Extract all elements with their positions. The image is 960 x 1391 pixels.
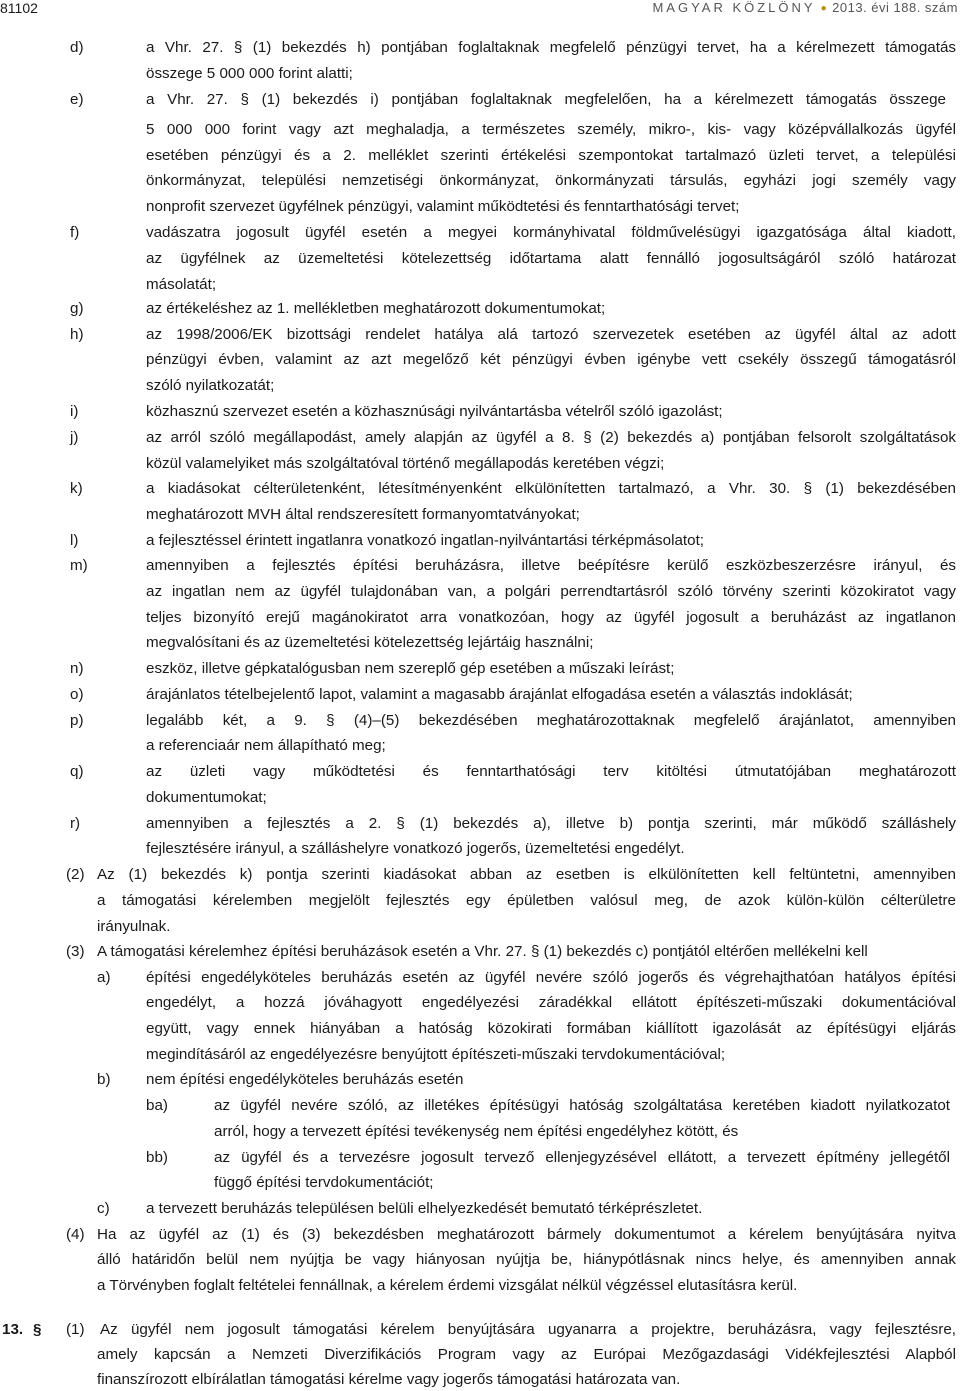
item-label-g: g) — [70, 300, 84, 317]
item-d-line: összege 5 000 000 forint alatti; — [146, 65, 353, 82]
item-f-line: másolatát; — [146, 276, 217, 293]
item-label-n: n) — [70, 660, 84, 677]
item-label-d: d) — [70, 39, 84, 56]
item-label-j: j) — [70, 429, 79, 446]
paragraph-3-item-label-a: a) — [97, 969, 111, 986]
item-h-line: szóló nyilatkozatát; — [146, 377, 275, 394]
paragraph-3-item-label-ba: ba) — [146, 1097, 168, 1114]
item-label-r: r) — [70, 815, 81, 832]
page-header — [0, 0, 960, 22]
item-e-line: a Vhr. 27. § (1) bekezdés i) pontjában foglaltaknak megfelelően, ha a kérelmezett támogatás összege — [146, 91, 946, 108]
paragraph-3-bb-line: függő építési tervdokumentációt; — [214, 1174, 434, 1191]
item-label-m: m) — [70, 557, 88, 574]
section-sign: § — [33, 1321, 42, 1338]
paragraph-4-line: álló határidőn belül nem nyújtja be vagy hiányosan nyújtja be, hiánypótlásnak nincs helye, és amennyiben annak — [97, 1251, 956, 1268]
item-l-line: a fejlesztéssel érintett ingatlanra vonatkozó ingatlan-nyilvántartási térképmásolatot; — [146, 532, 705, 549]
item-m-line: amennyiben a fejlesztés építési beruházásra, illetve beépítésre kerülő eszközbeszerzésre irányul, és — [146, 557, 956, 574]
item-label-o: o) — [70, 686, 84, 703]
section-13-paragraph-label: (1) — [66, 1321, 85, 1338]
item-h-line: pénzügyi évben, valamint az azt megelőző két pénzügyi évben igénybe vett csekély összegű támogatásról — [146, 351, 956, 368]
paragraph-3-b-line: nem építési engedélyköteles beruházás esetén — [146, 1071, 464, 1088]
separator-dot-icon: ● — [820, 3, 828, 14]
paragraph-2-line: a támogatási kérelemben megjelölt fejlesztés egy épületben valósul meg, de azok külön-külön célterületre — [97, 892, 956, 909]
paragraph-3-item-label-bb: bb) — [146, 1149, 168, 1166]
paragraph-3-bb-line: az ügyfél és a tervezésre jogosult tervező ellenjegyzésével ellátott, a tervezett építmény jellegétől — [214, 1149, 950, 1166]
item-label-i: i) — [70, 403, 79, 420]
paragraph-2-label: (2) — [66, 866, 85, 883]
item-h-line: az 1998/2006/EK bizottsági rendelet hatálya alá tartozó szervezetek esetében az ügyfél által az adott — [146, 326, 956, 343]
section-13-line: Az ügyfél nem jogosult támogatási kérelem benyújtására ugyanarra a projektre, beruházásra, vagy fejlesztésre, — [100, 1321, 956, 1338]
item-m-line: az ingatlan nem az ügyfél tulajdonában van, a polgári perrendtartásról szóló törvény szerinti közokiratot vagy — [146, 583, 956, 600]
item-p-line: legalább két, a 9. § (4)–(5) bekezdésében meghatározottaknak megfelelő árajánlatot, amennyiben — [146, 712, 956, 729]
paragraph-3-ba-line: az ügyfél nevére szóló, az illetékes építésügyi hatóság szolgáltatása keretében kiadott nyilatkozatot — [214, 1097, 950, 1114]
item-q-line: dokumentumokat; — [146, 789, 267, 806]
section-number: 13. — [2, 1321, 24, 1338]
item-r-line: amennyiben a fejlesztés a 2. § (1) bekezdés a), illetve b) pontja szerinti, már működő szálláshely — [146, 815, 956, 832]
item-j-line: az arról szóló megállapodást, amely alapján az ügyfél a 8. § (2) bekezdés a) pontjában felsorolt szolgáltatások — [146, 429, 956, 446]
paragraph-3-item-label-c: c) — [97, 1200, 110, 1217]
paragraph-3-c-line: a tervezett beruházás településen belüli elhelyezkedését bemutató térképrészletet. — [146, 1200, 703, 1217]
item-e-line: önkormányzat, települési nemzetiségi önkormányzat, önkormányzati társulás, egyházi jogi személy vagy — [146, 172, 956, 189]
item-e-line: 5 000 000 forint vagy azt meghaladja, a természetes személy, mikro-, kis- vagy középvállalkozás ügyfél — [146, 121, 956, 138]
item-q-line: az üzleti vagy működtetési és fenntarthatósági terv kitöltési útmutatójában meghatározott — [146, 763, 956, 780]
item-label-l: l) — [70, 532, 79, 549]
paragraph-4-line: Ha az ügyfél az (1) és (3) bekezdésben meghatározott bármely dokumentumot a kérelem benyújtására nyitva — [97, 1226, 956, 1243]
item-f-line: vadászatra jogosult ügyfél esetén a megyei kormányhivatal földművelésügyi igazgatósága által kiadott, — [146, 224, 956, 241]
item-g-line: az értékeléshez az 1. mellékletben meghatározott dokumentumokat; — [146, 300, 606, 317]
item-j-line: közül valamelyiket más szolgáltatóval történő megállapodás keretében végzi; — [146, 455, 665, 472]
paragraph-2-line: irányulnak. — [97, 918, 171, 935]
item-m-line: megvalósítani és az üzemeltetési kötelezettség lejártáig használni; — [146, 634, 594, 651]
paragraph-4-label: (4) — [66, 1226, 85, 1243]
paragraph-3-a-line: engedélyt, a hozzá jóváhagyott engedélyezési záradékkal ellátott építészeti-műszaki dokumentációval — [146, 994, 956, 1011]
item-f-line: az ügyfélnek az üzemeltetési kötelezettség időtartama alatt fennálló jogosultságáról szóló határozat — [146, 250, 956, 267]
paragraph-3-label: (3) — [66, 943, 85, 960]
section-13-line: finanszírozott elbírálatlan támogatási kérelme vagy jogerős támogatási határozata van. — [97, 1371, 681, 1388]
running-title — [652, 0, 958, 15]
paragraph-3-item-label-b: b) — [97, 1071, 111, 1088]
item-n-line: eszköz, illetve gépkatalógusban nem szereplő gép esetében a műszaki leírást; — [146, 660, 675, 677]
item-i-line: közhasznú szervezet esetén a közhasznúsági nyilvántartásba vételről szóló igazolást; — [146, 403, 723, 420]
section-13-line: amely kapcsán a Nemzeti Diverzifikációs Program vagy az Európai Mezőgazdasági Vidékfejlesztési Alapból — [97, 1346, 956, 1363]
item-label-e: e) — [70, 91, 84, 108]
paragraph-4-line: a Törvényben foglalt feltételei fennállnak, a kérelem érdemi vizsgálat nélkül végzéssel elutasításra kerül. — [97, 1277, 798, 1294]
item-k-line: meghatározott MVH által rendszeresített formanyomtatványokat; — [146, 506, 580, 523]
issue-number: 2013. évi 188. szám — [832, 0, 958, 15]
item-o-line: árajánlatos tételbejelentő lapot, valamint a magasabb árajánlat elfogadása esetén a választás indoklását; — [146, 686, 853, 703]
item-label-q: q) — [70, 763, 84, 780]
page-number: 81102 — [0, 0, 38, 16]
paragraph-3-line: A támogatási kérelemhez építési beruházások esetén a Vhr. 27. § (1) bekezdés c) pontjától eltérően mellékelni kell — [97, 943, 868, 960]
item-k-line: a kiadásokat célterületenként, létesítményenként elkülönítetten tartalmazó, a Vhr. 30. § (1) bekezdésében — [146, 480, 956, 497]
item-e-line: esetében pénzügyi és a 2. melléklet szerinti értékelési szempontokat tartalmazó üzleti tervet, a települési — [146, 147, 956, 164]
item-d-line: a Vhr. 27. § (1) bekezdés h) pontjában foglaltaknak megfelelő pénzügyi tervet, ha a kérelmezett támogatás — [146, 39, 956, 56]
item-label-p: p) — [70, 712, 84, 729]
paragraph-3-ba-line: arról, hogy a tervezett építési tevékenység nem építési engedélyhez kötött, és — [214, 1123, 739, 1140]
item-r-line: fejlesztésére irányul, a szálláshelyre vonatkozó jogerős, üzemeltetési engedélyt. — [146, 840, 685, 857]
paragraph-2-line: Az (1) bekezdés k) pontja szerinti kiadásokat abban az esetben is elkülönítetten kell feltüntetni, amennyiben — [97, 866, 956, 883]
item-label-k: k) — [70, 480, 83, 497]
item-p-line: a referenciaár nem állapítható meg; — [146, 737, 386, 754]
item-label-h: h) — [70, 326, 84, 343]
item-e-line: nonprofit szervezet ügyfélnek pénzügyi, valamint működtetési és fenntarthatósági tervet; — [146, 198, 740, 215]
paragraph-3-a-line: megindításáról az engedélyezésre benyújtott építészeti-műszaki tervdokumentációval; — [146, 1046, 726, 1063]
item-m-line: teljes bizonyító erejű magánokiratot arra vonatkozóan, hogy az ügyfél jogosult a beruházást az ingatlanon — [146, 609, 956, 626]
item-label-f: f) — [70, 224, 80, 241]
gazette-name: MAGYAR KÖZLÖNY — [652, 0, 816, 15]
paragraph-3-a-line: együtt, vagy ennek hiányában a hatóság közokirati formában kiállított igazolását az építésügyi eljárás — [146, 1020, 956, 1037]
paragraph-3-a-line: építési engedélyköteles beruházás esetén az ügyfél nevére szóló jogerős és végrehajthatóan hatályos építési — [146, 969, 956, 986]
